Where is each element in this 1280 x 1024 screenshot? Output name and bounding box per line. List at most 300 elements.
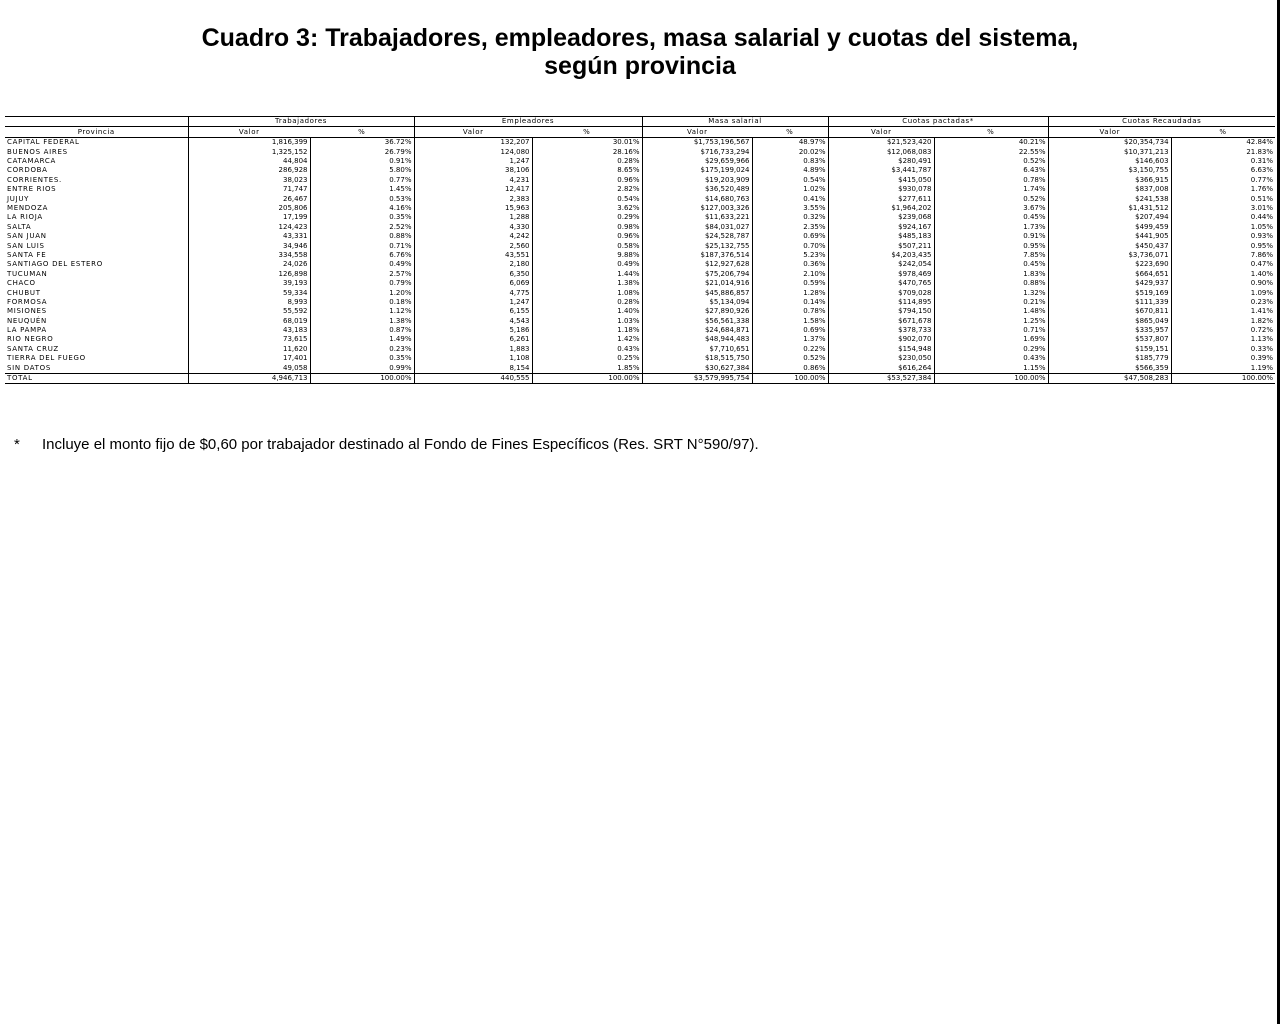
percent-cell: 0.87% [310,326,414,335]
percent-cell: 1.82% [1171,316,1275,325]
percent-cell: 100.00% [934,373,1048,383]
percent-cell: 0.93% [1171,232,1275,241]
value-cell: $930,078 [828,185,934,194]
province-cell: CATAMARCA [5,157,188,166]
percent-cell: 1.13% [1171,335,1275,344]
value-cell: 38,106 [414,166,532,175]
value-cell: 205,806 [188,204,310,213]
percent-cell: 0.99% [310,363,414,373]
value-cell: 55,592 [188,307,310,316]
percent-cell: 0.23% [310,344,414,353]
table-row [5,213,1275,222]
percent-cell: 0.47% [1171,260,1275,269]
sub-header-cell: % [532,127,642,137]
percent-cell: 1.28% [752,288,828,297]
value-cell: $21,523,420 [828,137,934,147]
value-cell: $3,736,071 [1048,250,1171,259]
value-cell: 59,334 [188,288,310,297]
province-cell: SALTA [5,222,188,231]
value-cell: 38,023 [188,175,310,184]
percent-cell: 0.21% [934,297,1048,306]
value-cell: $470,765 [828,279,934,288]
value-cell: $24,684,871 [642,326,752,335]
table-body [5,137,1275,383]
table-row [5,185,1275,194]
percent-cell: 0.14% [752,297,828,306]
value-cell: 43,183 [188,326,310,335]
province-cell: MENDOZA [5,204,188,213]
percent-cell: 30.01% [532,137,642,147]
percent-cell: 1.73% [934,222,1048,231]
value-cell: $277,611 [828,194,934,203]
percent-cell: 0.31% [1171,157,1275,166]
value-cell: $837,008 [1048,185,1171,194]
percent-cell: 1.58% [752,316,828,325]
percent-cell: 1.05% [1171,222,1275,231]
sub-header-cell: % [310,127,414,137]
value-cell: 440,555 [414,373,532,383]
sub-header-cell: Valor [828,127,934,137]
value-cell: 1,247 [414,157,532,166]
value-cell: $519,169 [1048,288,1171,297]
value-cell: $36,520,489 [642,185,752,194]
percent-cell: 1.48% [934,307,1048,316]
percent-cell: 0.39% [1171,354,1275,363]
group-header-row [5,117,1275,127]
province-cell: ENTRE RIOS [5,185,188,194]
percent-cell: 1.42% [532,335,642,344]
value-cell: 44,804 [188,157,310,166]
percent-cell: 0.71% [934,326,1048,335]
percent-cell: 0.53% [310,194,414,203]
percent-cell: 2.10% [752,269,828,278]
province-cell: SAN LUIS [5,241,188,250]
value-cell: 286,928 [188,166,310,175]
percent-cell: 0.70% [752,241,828,250]
percent-cell: 1.08% [532,288,642,297]
percent-cell: 0.28% [532,157,642,166]
percent-cell: 0.29% [934,344,1048,353]
percent-cell: 0.43% [934,354,1048,363]
percent-cell: 1.40% [532,307,642,316]
group-header-cuotas-recaudadas: Cuotas Recaudadas [1048,117,1275,127]
percent-cell: 4.16% [310,204,414,213]
group-header-cuotas-pactadas: Cuotas pactadas* [828,117,1048,127]
percent-cell: 0.51% [1171,194,1275,203]
percent-cell: 5.23% [752,250,828,259]
percent-cell: 20.02% [752,147,828,156]
percent-cell: 48.97% [752,137,828,147]
province-cell: TUCUMAN [5,269,188,278]
percent-cell: 7.86% [1171,250,1275,259]
province-cell: SANTIAGO DEL ESTERO [5,260,188,269]
value-cell: 24,026 [188,260,310,269]
percent-cell: 8.65% [532,166,642,175]
value-cell: $30,627,384 [642,363,752,373]
percent-cell: 3.67% [934,204,1048,213]
value-cell: 43,551 [414,250,532,259]
percent-cell: 1.76% [1171,185,1275,194]
value-cell: $709,028 [828,288,934,297]
percent-cell: 0.79% [310,279,414,288]
value-cell: $175,199,024 [642,166,752,175]
value-cell: 132,207 [414,137,532,147]
value-cell: $84,031,027 [642,222,752,231]
group-header-empleadores: Empleadores [414,117,642,127]
value-cell: $978,469 [828,269,934,278]
percent-cell: 1.02% [752,185,828,194]
value-cell: $280,491 [828,157,934,166]
percent-cell: 21.83% [1171,147,1275,156]
table-row [5,241,1275,250]
group-header-empty [5,117,188,127]
percent-cell: 0.90% [1171,279,1275,288]
percent-cell: 6.76% [310,250,414,259]
percent-cell: 1.15% [934,363,1048,373]
percent-cell: 1.38% [532,279,642,288]
percent-cell: 0.69% [752,232,828,241]
percent-cell: 0.28% [532,297,642,306]
percent-cell: 1.40% [1171,269,1275,278]
percent-cell: 0.35% [310,213,414,222]
province-cell: SANTA CRUZ [5,344,188,353]
value-cell: $187,376,514 [642,250,752,259]
table-row [5,307,1275,316]
sub-header-cell: Valor [642,127,752,137]
percent-cell: 0.98% [532,222,642,231]
value-cell: $230,050 [828,354,934,363]
value-cell: $10,371,213 [1048,147,1171,156]
value-cell: 17,199 [188,213,310,222]
percent-cell: 0.49% [310,260,414,269]
percent-cell: 100.00% [532,373,642,383]
table-row [5,250,1275,259]
table-row [5,316,1275,325]
percent-cell: 2.52% [310,222,414,231]
value-cell: $27,890,926 [642,307,752,316]
value-cell: 1,108 [414,354,532,363]
value-cell: $11,633,221 [642,213,752,222]
percent-cell: 0.95% [934,241,1048,250]
percent-cell: 0.86% [752,363,828,373]
percent-cell: 1.74% [934,185,1048,194]
percent-cell: 2.35% [752,222,828,231]
percent-cell: 0.23% [1171,297,1275,306]
percent-cell: 1.38% [310,316,414,325]
province-cell: CHUBUT [5,288,188,297]
percent-cell: 0.95% [1171,241,1275,250]
value-cell: $566,359 [1048,363,1171,373]
value-cell: 26,467 [188,194,310,203]
value-cell: $242,054 [828,260,934,269]
value-cell: 43,331 [188,232,310,241]
province-cell: SIN DATOS [5,363,188,373]
value-cell: $25,132,755 [642,241,752,250]
percent-cell: 0.25% [532,354,642,363]
value-cell: $1,964,202 [828,204,934,213]
percent-cell: 3.55% [752,204,828,213]
value-cell: 5,186 [414,326,532,335]
percent-cell: 0.44% [1171,213,1275,222]
percent-cell: 2.82% [532,185,642,194]
value-cell: $616,264 [828,363,934,373]
province-cell: CHACO [5,279,188,288]
percent-cell: 0.36% [752,260,828,269]
province-cell: FORMOSA [5,297,188,306]
value-cell: $24,528,787 [642,232,752,241]
value-cell: 39,193 [188,279,310,288]
percent-cell: 0.29% [532,213,642,222]
value-cell: $114,895 [828,297,934,306]
percent-cell: 7.85% [934,250,1048,259]
value-cell: 11,620 [188,344,310,353]
value-cell: $159,151 [1048,344,1171,353]
value-cell: 1,816,399 [188,137,310,147]
percent-cell: 26.79% [310,147,414,156]
province-cell: BUENOS AIRES [5,147,188,156]
percent-cell: 0.91% [310,157,414,166]
percent-cell: 22.55% [934,147,1048,156]
value-cell: $664,651 [1048,269,1171,278]
sub-header-cell: Valor [1048,127,1171,137]
value-cell: $716,733,294 [642,147,752,156]
table-row [5,344,1275,353]
table-row [5,279,1275,288]
value-cell: $485,183 [828,232,934,241]
value-cell: 6,261 [414,335,532,344]
table-row [5,147,1275,156]
percent-cell: 0.22% [752,344,828,353]
value-cell: 17,401 [188,354,310,363]
table-row [5,288,1275,297]
footnote-marker: * [14,436,20,453]
footnote [14,436,759,454]
percent-cell: 1.18% [532,326,642,335]
value-cell: 6,069 [414,279,532,288]
percent-cell: 28.16% [532,147,642,156]
percent-cell: 6.63% [1171,166,1275,175]
value-cell: 6,155 [414,307,532,316]
value-cell: $12,927,628 [642,260,752,269]
sub-header-cell: Provincia [5,127,188,137]
value-cell: 71,747 [188,185,310,194]
percent-cell: 0.52% [934,194,1048,203]
percent-cell: 0.78% [934,175,1048,184]
percent-cell: 0.49% [532,260,642,269]
sub-header-cell: % [934,127,1048,137]
value-cell: $146,603 [1048,157,1171,166]
province-cell: MISIONES [5,307,188,316]
value-cell: 124,080 [414,147,532,156]
province-cell: SAN JUAN [5,232,188,241]
value-cell: 4,330 [414,222,532,231]
value-cell: $154,948 [828,344,934,353]
value-cell: $19,203,909 [642,175,752,184]
value-cell: $450,437 [1048,241,1171,250]
province-cell: CÓRDOBA [5,166,188,175]
table-row [5,175,1275,184]
value-cell: 34,946 [188,241,310,250]
value-cell: 1,288 [414,213,532,222]
value-cell: $378,733 [828,326,934,335]
province-cell: RIO NEGRO [5,335,188,344]
value-cell: $53,527,384 [828,373,934,383]
value-cell: $185,779 [1048,354,1171,363]
province-cell: TOTAL [5,373,188,383]
value-cell: $902,070 [828,335,934,344]
value-cell: 8,993 [188,297,310,306]
percent-cell: 1.20% [310,288,414,297]
percent-cell: 0.88% [934,279,1048,288]
province-cell: CAPITAL FEDERAL [5,137,188,147]
percent-cell: 0.83% [752,157,828,166]
value-cell: 1,325,152 [188,147,310,156]
value-cell: 126,898 [188,269,310,278]
percent-cell: 0.71% [310,241,414,250]
value-cell: 68,019 [188,316,310,325]
value-cell: $56,561,338 [642,316,752,325]
percent-cell: 1.25% [934,316,1048,325]
percent-cell: 9.88% [532,250,642,259]
value-cell: 2,383 [414,194,532,203]
percent-cell: 0.58% [532,241,642,250]
sub-header-row [5,127,1275,137]
percent-cell: 1.41% [1171,307,1275,316]
percent-cell: 0.91% [934,232,1048,241]
value-cell: $4,203,435 [828,250,934,259]
percent-cell: 1.09% [1171,288,1275,297]
percent-cell: 40.21% [934,137,1048,147]
percent-cell: 0.88% [310,232,414,241]
percent-cell: 1.49% [310,335,414,344]
value-cell: $29,659,966 [642,157,752,166]
value-cell: 1,247 [414,297,532,306]
table-row [5,232,1275,241]
percent-cell: 0.33% [1171,344,1275,353]
value-cell: $5,134,094 [642,297,752,306]
group-header-masa-salarial: Masa salarial [642,117,828,127]
province-cell: LA RIOJA [5,213,188,222]
value-cell: 4,946,713 [188,373,310,383]
percent-cell: 1.12% [310,307,414,316]
percent-cell: 100.00% [752,373,828,383]
percent-cell: 42.84% [1171,137,1275,147]
value-cell: 49,058 [188,363,310,373]
percent-cell: 0.96% [532,232,642,241]
percent-cell: 0.77% [1171,175,1275,184]
value-cell: 8,154 [414,363,532,373]
value-cell: $924,167 [828,222,934,231]
province-cell: TIERRA DEL FUEGO [5,354,188,363]
percent-cell: 5.80% [310,166,414,175]
value-cell: $794,150 [828,307,934,316]
value-cell: $865,049 [1048,316,1171,325]
value-cell: $12,068,083 [828,147,934,156]
percent-cell: 0.52% [752,354,828,363]
percent-cell: 1.85% [532,363,642,373]
percent-cell: 0.77% [310,175,414,184]
table-row [5,335,1275,344]
province-cell: LA PAMPA [5,326,188,335]
table-row [5,194,1275,203]
value-cell: $127,003,326 [642,204,752,213]
percent-cell: 1.45% [310,185,414,194]
page-title [0,24,1280,80]
percent-cell: 0.43% [532,344,642,353]
percent-cell: 4.89% [752,166,828,175]
percent-cell: 6.43% [934,166,1048,175]
value-cell: 124,423 [188,222,310,231]
table-row [5,157,1275,166]
value-cell: $75,206,794 [642,269,752,278]
percent-cell: 0.96% [532,175,642,184]
value-cell: $241,538 [1048,194,1171,203]
percent-cell: 0.45% [934,213,1048,222]
table-row [5,222,1275,231]
table-row [5,204,1275,213]
value-cell: $1,431,512 [1048,204,1171,213]
percent-cell: 1.32% [934,288,1048,297]
value-cell: $415,050 [828,175,934,184]
value-cell: $111,339 [1048,297,1171,306]
province-cell: JUJUY [5,194,188,203]
percent-cell: 3.62% [532,204,642,213]
table-row [5,260,1275,269]
percent-cell: 1.03% [532,316,642,325]
value-cell: $3,579,995,754 [642,373,752,383]
value-cell: $537,807 [1048,335,1171,344]
value-cell: $507,211 [828,241,934,250]
sub-header-cell: % [1171,127,1275,137]
group-header-trabajadores: Trabajadores [188,117,414,127]
value-cell: 15,963 [414,204,532,213]
value-cell: $3,150,755 [1048,166,1171,175]
table-row [5,269,1275,278]
percent-cell: 0.69% [752,326,828,335]
province-cell: SANTA FE [5,250,188,259]
value-cell: $223,690 [1048,260,1171,269]
percent-cell: 0.35% [310,354,414,363]
title-line-2: según provincia [544,52,736,80]
value-cell: $48,944,483 [642,335,752,344]
total-row [5,373,1275,383]
table-row [5,363,1275,373]
percent-cell: 1.37% [752,335,828,344]
value-cell: 4,231 [414,175,532,184]
value-cell: $441,905 [1048,232,1171,241]
percent-cell: 0.45% [934,260,1048,269]
value-cell: $14,680,763 [642,194,752,203]
value-cell: 1,883 [414,344,532,353]
table-row [5,326,1275,335]
sub-header-cell: Valor [188,127,310,137]
value-cell: $239,068 [828,213,934,222]
value-cell: 4,543 [414,316,532,325]
percent-cell: 2.57% [310,269,414,278]
value-cell: 6,350 [414,269,532,278]
percent-cell: 1.69% [934,335,1048,344]
value-cell: $335,957 [1048,326,1171,335]
percent-cell: 0.52% [934,157,1048,166]
percent-cell: 0.41% [752,194,828,203]
value-cell: $47,508,283 [1048,373,1171,383]
percent-cell: 1.19% [1171,363,1275,373]
percent-cell: 0.72% [1171,326,1275,335]
percent-cell: 100.00% [1171,373,1275,383]
value-cell: 2,180 [414,260,532,269]
percent-cell: 0.18% [310,297,414,306]
province-cell: CORRIENTES. [5,175,188,184]
